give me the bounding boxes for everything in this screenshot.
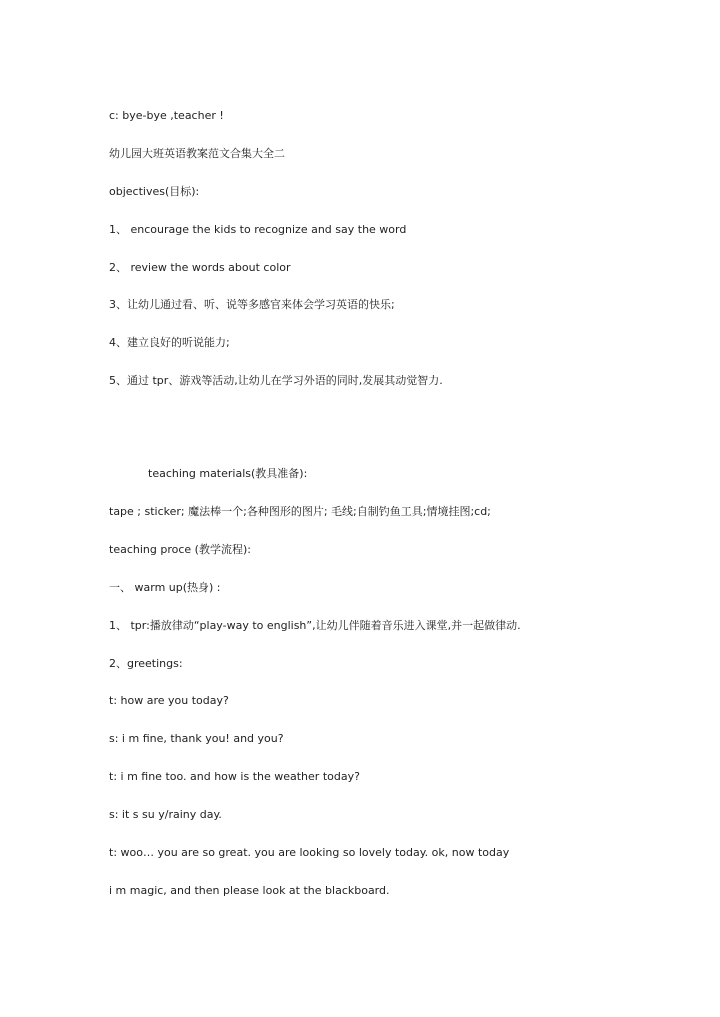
objective-item-3: 3、让幼儿通过看、听、说等多感官来体会学习英语的快乐;: [109, 298, 395, 311]
dialogue-line-3: t: i m fine too. and how is the weather today?: [109, 770, 360, 783]
objective-item-5: 5、通过 tpr、游戏等活动,让幼儿在学习外语的同时,发展其动觉智力.: [109, 374, 443, 387]
dialogue-line-4: s: it s su y/rainy day.: [109, 808, 222, 821]
process-item-1: 1、 tpr:播放律动“play-way to english”,让幼儿伴随着音乐进入课堂,并一起做律动.: [109, 619, 521, 632]
objective-item-4: 4、建立良好的听说能力;: [109, 336, 230, 349]
materials-heading: teaching materials(教具准备):: [148, 467, 308, 480]
dialogue-line-bye: c: bye-bye ,teacher !: [109, 109, 224, 122]
section-title: 幼儿园大班英语教案范文合集大全二: [109, 147, 285, 160]
objective-item-1: 1、 encourage the kids to recognize and say the word: [109, 223, 407, 236]
dialogue-line-1: t: how are you today?: [109, 694, 229, 707]
objective-item-2: 2、 review the words about color: [109, 261, 291, 274]
process-heading: teaching proce (教学流程):: [109, 543, 251, 556]
objectives-heading: objectives(目标):: [109, 185, 200, 198]
warm-up-heading: 一、 warm up(热身) :: [109, 581, 221, 594]
dialogue-line-5: t: woo… you are so great. you are looking so lovely today. ok, now today: [109, 846, 510, 859]
materials-list: tape ; sticker; 魔法棒一个;各种图形的图片; 毛线;自制钓鱼工具;情境挂图;cd;: [109, 505, 491, 518]
dialogue-line-2: s: i m fine, thank you! and you?: [109, 732, 284, 745]
dialogue-line-6: i m magic, and then please look at the blackboard.: [109, 884, 390, 897]
process-item-2: 2、greetings:: [109, 657, 183, 670]
